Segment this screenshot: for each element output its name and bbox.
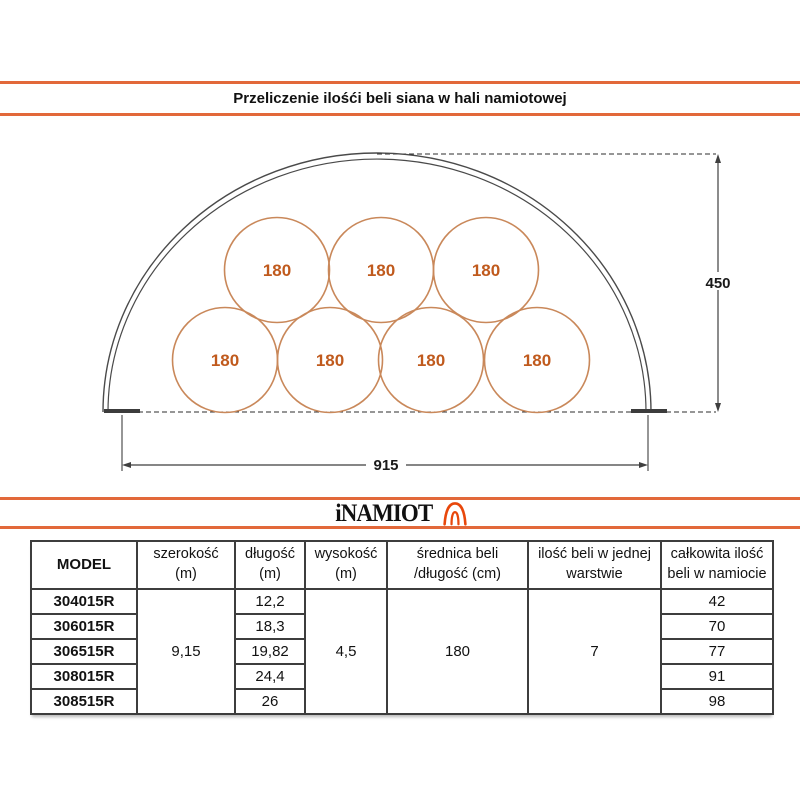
header-dlugosc [235,541,305,589]
width-dimension-label: 915 [373,457,399,474]
arch-right-foot [631,409,667,413]
bale-label: 180 [416,351,446,370]
header-label: wysokość [314,546,378,563]
bale-label: 180 [471,261,501,280]
tent-icon [441,500,469,526]
header-unit: beli w namiocie [667,566,767,582]
bale-label: 180 [366,261,396,280]
header-wysokosc [305,541,387,589]
header-label: całkowita ilość [670,546,764,563]
header-unit: (m) [259,566,281,582]
cell-model: 304015R [31,589,137,614]
header-srednica [387,541,528,589]
logo-text: iNAMIOT [334,499,433,527]
cell-dlugosc: 18,3 [235,614,305,639]
header-label: średnica beli [416,546,499,563]
header-unit: /długość (cm) [413,566,502,582]
arch-left-foot [104,409,140,413]
arch-inner-line [108,159,646,412]
title-bar [0,81,800,116]
cell-dlugosc: 24,4 [235,664,305,689]
spec-table [30,540,774,715]
header-label: szerokość [153,546,219,563]
cell-model: 306015R [31,614,137,639]
table-row [31,589,773,614]
header-label: ilość beli w jednej [538,546,651,563]
cell-dlugosc: 12,2 [235,589,305,614]
cell-calkowita: 91 [661,664,773,689]
header-calkowita [661,541,773,589]
cell-srednica-merged: 180 [387,589,528,714]
page-title: Przeliczenie ilośći beli siana w hali namiotowej [233,90,567,107]
cell-wysokosc-merged: 4,5 [305,589,387,714]
cell-dlugosc: 26 [235,689,305,714]
header-model [31,541,137,589]
header-label: MODEL [56,555,112,573]
header-row [31,541,773,589]
cell-model: 308515R [31,689,137,714]
arch-outer-line [103,153,651,412]
header-label: długość [245,546,295,563]
cell-ilosc-merged: 7 [528,589,661,714]
logo-bar [0,497,800,529]
bale-label: 180 [262,261,292,280]
bale-label: 180 [315,351,345,370]
header-ilosc-warstwa [528,541,661,589]
cell-model: 308015R [31,664,137,689]
cell-szerokosc-merged: 9,15 [137,589,235,714]
bale-label: 180 [522,351,552,370]
header-unit: (m) [335,566,357,582]
header-unit: warstwie [566,566,623,582]
cell-dlugosc: 19,82 [235,639,305,664]
height-dimension-label: 450 [705,275,731,292]
header-szerokosc [137,541,235,589]
spec-table-container [30,540,774,715]
header-unit: (m) [175,566,197,582]
hall-cross-section-diagram [0,140,800,485]
cell-calkowita: 42 [661,589,773,614]
bale-label: 180 [210,351,240,370]
cell-model: 306515R [31,639,137,664]
height-dimension [701,154,735,412]
cell-calkowita: 98 [661,689,773,714]
cell-calkowita: 70 [661,614,773,639]
cell-calkowita: 77 [661,639,773,664]
width-dimension [122,415,648,474]
